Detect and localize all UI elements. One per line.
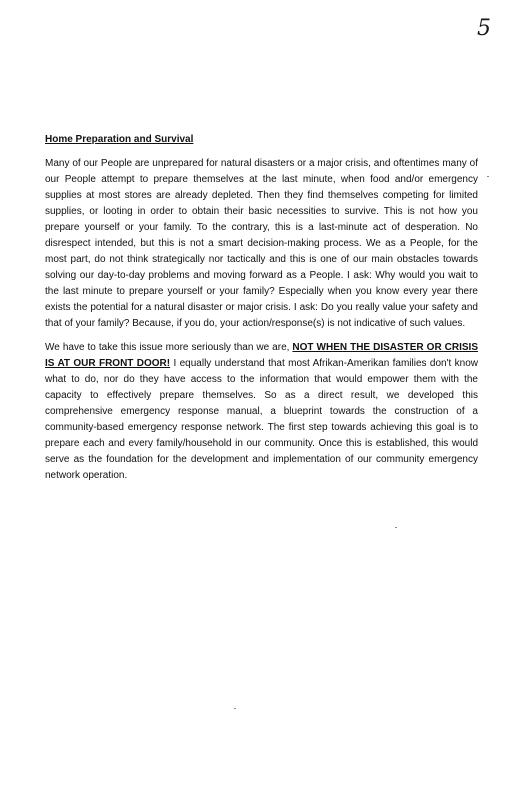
- document-body: [45, 133, 478, 492]
- scan-speck: [395, 527, 397, 528]
- paragraph-2-rest: I equally understand that most Afrikan-Amerikan families don't know what to do, nor do they have access to the information that would empower them with the capacity to effectively prepare themselves. So as a direct result, we developed this comprehensive emergency response manual, a blueprint towards the construction of a community-based emergency response network. The first step towards achieving this goal is to prepare each and every family/household in our community. Once this is established, this would serve as the foundation for the development and implementation of our community emergency network operation.: [45, 358, 478, 481]
- scan-speck: [234, 708, 236, 709]
- paragraph-1: Many of our People are unprepared for natural disasters or a major crisis, and oftentimes many of our People attempt to prepare themselves at the last minute, when food and/or emergency supplies at most stores are already depleted. Then they find themselves competing for limited supplies, or looting in order to obtain their basic necessities to survive. This is not how you prepare yourself or your family. To the contrary, this is a last-minute act of desperation. No disrespect intended, but this is not a smart decision-making process. We as a People, for the most part, do not think strategically nor tactically and this is one of our main obstacles towards solving our day-to-day problems and moving forward as a People. I ask: Why would you wait to the last minute to prepare yourself or your family? Especially when you know every year there exists the potential for a natural disaster or major crisis. I ask: Do you really value your safety and that of your family? Because, if you do, your action/response(s) is not indicative of such values.: [45, 158, 478, 329]
- page-number: 5: [477, 16, 491, 41]
- section-heading: Home Preparation and Survival: [45, 134, 194, 145]
- paragraph-2: [45, 340, 478, 484]
- paragraph-2-lead: We have to take this issue more seriously than we are,: [45, 342, 293, 353]
- paragraph-2-emphasis: NOT WHEN THE DISASTER OR CRISIS IS AT OUR FRONT DOOR!: [45, 342, 479, 369]
- scan-speck: [487, 176, 489, 177]
